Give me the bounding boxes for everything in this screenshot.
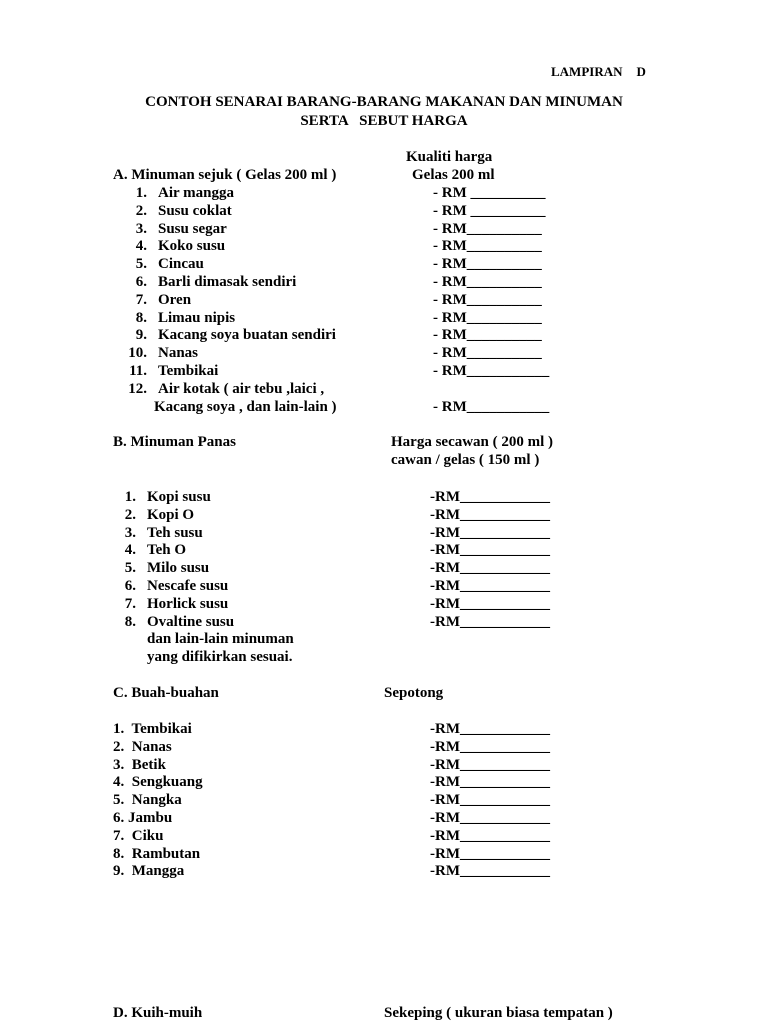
list-item: [0, 648, 768, 666]
item-name: Kopi O: [147, 506, 195, 523]
price-blank: -RM____________: [430, 756, 550, 773]
list-item: [0, 309, 768, 327]
list-item: [0, 541, 768, 559]
item-number: 7.: [124, 595, 136, 612]
item-name: Air mangga: [158, 185, 234, 201]
item-number: 1.: [135, 185, 147, 201]
price-blank: - RM__________: [433, 345, 542, 362]
item-name: Kacang soya , dan lain-lain ): [154, 398, 337, 415]
list-item: [0, 791, 768, 809]
item-name: dan lain-lain minuman: [147, 631, 294, 648]
price-blank: -RM____________: [430, 489, 550, 505]
item-label: 5. Nangka: [113, 792, 182, 809]
list-item: [0, 613, 768, 631]
section-b-heading: B. Minuman Panas: [113, 434, 236, 450]
section-c-col-header-1: Sepotong: [384, 685, 444, 701]
lampiran-code: D: [636, 64, 646, 79]
price-blank: -RM____________: [430, 542, 550, 559]
list-item: [0, 720, 768, 738]
item-name: Teh O: [147, 542, 187, 559]
item-label: 3. Betik: [113, 756, 166, 773]
price-blank: - RM__________: [433, 274, 542, 290]
price-blank: - RM___________: [433, 398, 550, 415]
item-label: 8. Rambutan: [113, 845, 201, 862]
item-label: 7. Ciku: [113, 827, 164, 844]
item-number: 2.: [135, 202, 147, 219]
item-name: Ovaltine susu: [147, 613, 235, 630]
item-number: 3.: [135, 220, 147, 237]
list-item: [0, 255, 768, 273]
item-number: 3.: [124, 524, 136, 541]
item-number: 8.: [135, 309, 147, 326]
price-blank: - RM __________: [433, 202, 546, 219]
item-name: Kopi susu: [147, 489, 211, 505]
item-number: 2.: [124, 506, 136, 523]
list-item: [0, 773, 768, 791]
item-label: 2. Nanas: [113, 738, 172, 755]
list-item: [0, 862, 768, 880]
list-item: [0, 488, 768, 506]
item-name: Susu coklat: [158, 202, 232, 219]
list-item: [0, 506, 768, 524]
lampiran-text: LAMPIRAN: [551, 64, 623, 79]
list-item: [0, 524, 768, 542]
price-blank: - RM __________: [433, 185, 546, 201]
lampiran-label: [551, 64, 646, 80]
price-blank: -RM____________: [430, 863, 550, 880]
price-blank: -RM____________: [430, 721, 550, 737]
section-c-heading: C. Buah-buahan: [113, 685, 219, 701]
section-b-col-header-1: Harga secawan ( 200 ml ): [391, 434, 554, 450]
section-d-col-header-1: Sekeping ( ukuran biasa tempatan ): [384, 1005, 613, 1021]
price-blank: -RM____________: [430, 845, 550, 862]
item-number: 8.: [124, 613, 136, 630]
price-blank: -RM____________: [430, 738, 550, 755]
price-blank: -RM____________: [430, 506, 550, 523]
item-number: 4.: [124, 542, 136, 559]
document-title-line-2: SERTA SEBUT HARGA: [300, 113, 468, 129]
list-item: [0, 738, 768, 756]
list-item: [0, 237, 768, 255]
item-name: Koko susu: [158, 238, 226, 255]
item-label: 4. Sengkuang: [113, 774, 203, 791]
list-item: [0, 291, 768, 309]
price-blank: - RM___________: [433, 363, 550, 379]
list-item: [0, 202, 768, 220]
item-name: Tembikai: [158, 363, 219, 379]
document-title-line-1: CONTOH SENARAI BARANG-BARANG MAKANAN DAN MINUMAN: [145, 94, 623, 110]
item-number: 6.: [124, 578, 136, 594]
item-number: 5.: [135, 256, 147, 273]
list-item: [0, 344, 768, 362]
item-number: 12.: [128, 380, 147, 397]
price-blank: - RM__________: [433, 220, 542, 237]
section-d-heading: D. Kuih-muih: [113, 1005, 203, 1021]
list-item: [0, 845, 768, 863]
price-blank: -RM____________: [430, 774, 550, 791]
list-item: [0, 577, 768, 595]
item-label: 1. Tembikai: [113, 721, 192, 737]
list-item: [0, 559, 768, 577]
item-number: 11.: [129, 363, 147, 379]
price-blank: - RM__________: [433, 309, 542, 326]
item-name: Horlick susu: [147, 595, 229, 612]
item-name: Cincau: [158, 256, 204, 273]
price-blank: -RM____________: [430, 792, 550, 809]
list-item: [0, 184, 768, 202]
list-item: [0, 756, 768, 774]
list-item: [0, 630, 768, 648]
price-blank: - RM__________: [433, 291, 542, 308]
item-name: Air kotak ( air tebu ,laici ,: [158, 380, 325, 397]
item-number: 6.: [135, 274, 147, 290]
section-a-col-header-2: Gelas 200 ml: [412, 167, 495, 183]
list-item: [0, 380, 768, 398]
list-item: [0, 595, 768, 613]
item-name: Teh susu: [147, 524, 203, 541]
item-number: 4.: [135, 238, 147, 255]
item-name: Kacang soya buatan sendiri: [158, 327, 336, 344]
item-name: Nescafe susu: [147, 578, 229, 594]
price-blank: -RM____________: [430, 524, 550, 541]
item-name: yang difikirkan sesuai.: [147, 649, 293, 666]
price-blank: - RM__________: [433, 238, 542, 255]
item-name: Nanas: [158, 345, 199, 362]
section-b-col-header-2: cawan / gelas ( 150 ml ): [391, 452, 540, 468]
price-blank: -RM____________: [430, 578, 550, 594]
price-blank: -RM____________: [430, 827, 550, 844]
item-name: Milo susu: [147, 560, 210, 577]
list-item: [0, 326, 768, 344]
item-number: 9.: [135, 327, 147, 344]
price-blank: -RM____________: [430, 613, 550, 630]
item-name: Limau nipis: [158, 309, 236, 326]
item-number: 5.: [124, 560, 136, 577]
price-blank: -RM____________: [430, 810, 550, 826]
price-blank: -RM____________: [430, 595, 550, 612]
price-blank: - RM__________: [433, 327, 542, 344]
item-name: Susu segar: [158, 220, 227, 237]
section-a-heading: A. Minuman sejuk ( Gelas 200 ml ): [113, 167, 337, 183]
list-item: [0, 220, 768, 238]
item-name: Oren: [158, 291, 192, 308]
list-item: [0, 809, 768, 827]
item-number: 1.: [124, 489, 136, 505]
item-number: 7.: [135, 291, 147, 308]
price-blank: - RM__________: [433, 256, 542, 273]
list-item: [0, 273, 768, 291]
item-number: 10.: [128, 345, 147, 362]
item-label: 6. Jambu: [113, 810, 173, 826]
item-name: Barli dimasak sendiri: [158, 274, 297, 290]
list-item: [0, 827, 768, 845]
list-item: [0, 362, 768, 380]
list-item: [0, 398, 768, 416]
section-a-col-header-1: Kualiti harga: [406, 149, 493, 165]
item-label: 9. Mangga: [113, 863, 185, 880]
price-blank: -RM____________: [430, 560, 550, 577]
